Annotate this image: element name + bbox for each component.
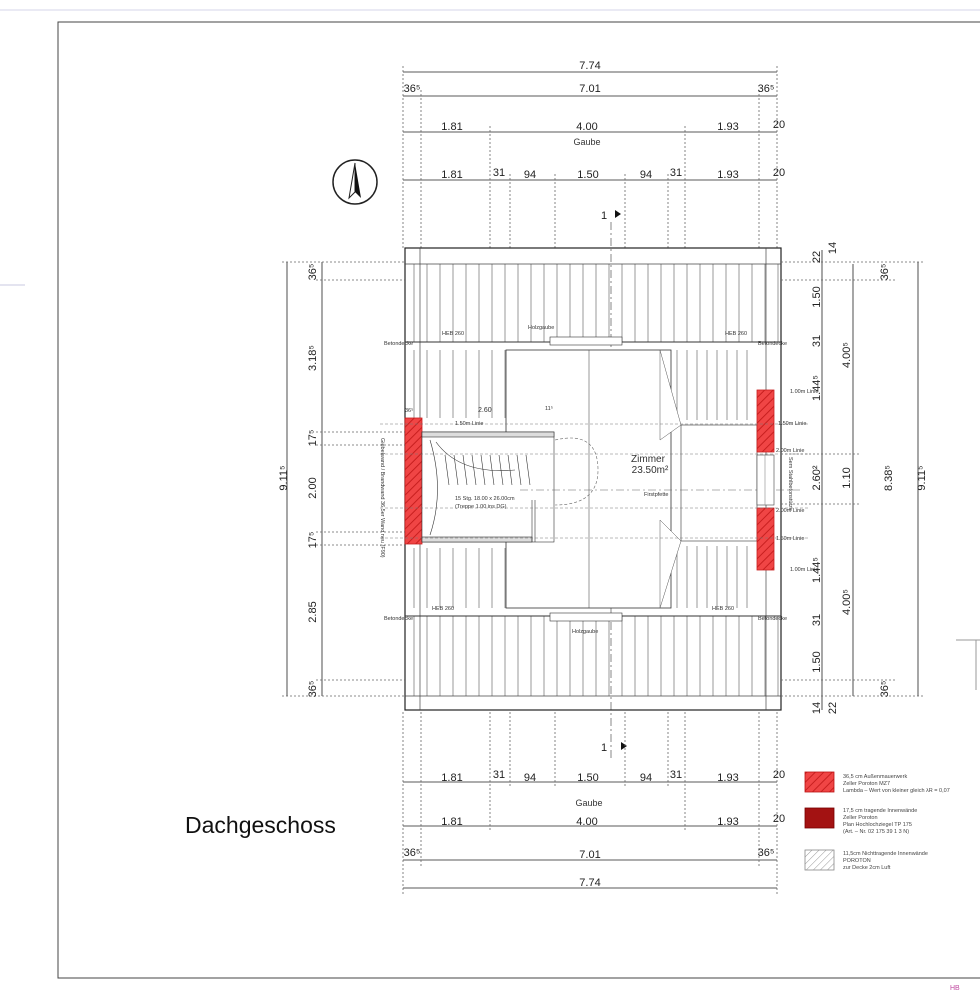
svg-text:2.00: 2.00	[307, 477, 319, 499]
stair-info2: (Treppe 1.00 ins DG)	[455, 504, 507, 510]
heb-label-br: HEB 260	[712, 606, 735, 612]
right-walls	[757, 390, 774, 570]
svg-text:1.93: 1.93	[717, 772, 739, 784]
left-wall	[379, 418, 422, 558]
svg-text:22: 22	[811, 250, 823, 264]
right-dimensions	[781, 250, 925, 710]
holzgaube-top: Holzgaube	[528, 325, 555, 331]
top-gaube-mid: 4.00	[576, 121, 598, 133]
svg-text:4.00⁵: 4.00⁵	[841, 589, 853, 615]
limit-100-bottom: 1.00m Linie	[790, 567, 819, 573]
svg-text:1.50: 1.50	[811, 286, 823, 308]
svg-text:94: 94	[639, 169, 653, 181]
right-outer-bottom: 36⁵	[879, 680, 891, 698]
svg-text:Zeller Poroton MZ7: Zeller Poroton MZ7	[843, 781, 891, 787]
left-dim-parts	[307, 264, 319, 698]
top-walls-inner: 7.01	[579, 83, 601, 95]
svg-text:17,5 cm tragende Innenwände: 17,5 cm tragende Innenwände	[843, 808, 918, 814]
legend-item-partition-wall	[805, 850, 928, 871]
svg-text:36⁵: 36⁵	[307, 680, 319, 698]
top-gaube-end: 20	[772, 119, 786, 131]
left-dimensions	[282, 262, 405, 696]
svg-text:2.85: 2.85	[307, 601, 319, 623]
svg-text:(Art. – Nr. 02 175 39 1 3 N): (Art. – Nr. 02 175 39 1 3 N)	[843, 829, 910, 835]
heb-label-bl: HEB 260	[432, 606, 455, 612]
svg-text:94: 94	[523, 169, 537, 181]
svg-text:Giebelwand / Brandwand 36.5er: Giebelwand / Brandwand 36.5er Wand neu (F90)	[379, 438, 385, 558]
bottom-wall-left: 36⁵	[403, 847, 421, 859]
svg-text:31: 31	[492, 167, 506, 179]
room-name: Zimmer	[631, 454, 665, 465]
limit-150-right-top: 1.50m Linie	[778, 421, 807, 427]
svg-text:1: 1	[600, 742, 608, 754]
betondecke-tr: Betondecke	[758, 341, 788, 347]
firstpfette-label: Firstpfette	[644, 492, 669, 498]
holzgaube-bottom: Holzgaube	[572, 629, 599, 635]
bottom-gaube-mid: 4.00	[576, 816, 598, 828]
bottom-gaube-right: 1.93	[717, 816, 739, 828]
left-overall: 9.11⁵	[278, 465, 290, 491]
top-wall-right: 36⁵	[757, 83, 775, 95]
top-detail-row	[441, 167, 785, 181]
top-overall: 7.74	[579, 60, 601, 72]
svg-text:2.60²: 2.60²	[811, 465, 823, 491]
stair-info: 15 Stg. 18.00 x 26.00cm	[455, 496, 515, 502]
svg-text:36,5 cm Außenmauerwerk: 36,5 cm Außenmauerwerk	[843, 774, 908, 780]
svg-text:31: 31	[492, 769, 506, 781]
svg-text:14: 14	[827, 241, 839, 255]
svg-text:14: 14	[811, 701, 823, 715]
svg-text:1.50: 1.50	[577, 772, 599, 784]
betondecke-br: Betondecke	[758, 616, 788, 622]
svg-text:94: 94	[639, 772, 653, 784]
bottom-walls-inner: 7.01	[579, 849, 601, 861]
svg-text:1.50: 1.50	[577, 169, 599, 181]
limit-200-top: 2.00m Linie	[776, 448, 805, 454]
room-area: 23.50m²	[631, 465, 669, 476]
top-wall-left: 36⁵	[403, 83, 421, 95]
bottom-gaube-label: Gaube	[575, 798, 603, 808]
svg-text:17⁵: 17⁵	[307, 429, 319, 447]
svg-text:zur Decke 2cm Luft: zur Decke 2cm Luft	[843, 865, 891, 871]
right-outer-overall: 9.11⁵	[916, 465, 928, 491]
right-inner-parts	[811, 242, 839, 714]
right-outer-top: 36⁵	[879, 263, 891, 281]
top-gaube-right: 1.93	[717, 121, 739, 133]
svg-text:1: 1	[600, 210, 608, 222]
heb-label-tl: HEB 260	[442, 331, 465, 337]
north-arrow-icon	[333, 160, 377, 204]
dormer-note: Sem Stahlbetonstütze	[787, 457, 793, 511]
svg-text:20: 20	[772, 769, 786, 781]
limit-150-right-bottom: 1.50m Linie	[776, 536, 805, 542]
heb-label-tr: HEB 260	[725, 331, 748, 337]
section-marker-bottom	[601, 742, 627, 754]
svg-text:20: 20	[772, 167, 786, 179]
svg-text:1.10: 1.10	[841, 467, 853, 489]
dim-36-label: 36⁵	[405, 408, 414, 414]
svg-text:Plan Hochlochziegel TP 175: Plan Hochlochziegel TP 175	[843, 822, 912, 828]
svg-text:4.00⁵: 4.00⁵	[841, 342, 853, 368]
limit-100-top: 1.00m Linie	[790, 389, 819, 395]
svg-text:36⁵: 36⁵	[307, 263, 319, 281]
legend-item-load-bearing-wall	[805, 808, 917, 835]
svg-text:31: 31	[669, 769, 683, 781]
svg-text:94: 94	[523, 772, 537, 784]
svg-text:11,5cm Nichttragende Innenwänd: 11,5cm Nichttragende Innenwände	[843, 851, 928, 857]
svg-text:1.81: 1.81	[441, 772, 463, 784]
svg-text:1.93: 1.93	[717, 169, 739, 181]
top-gaube-label: Gaube	[573, 137, 601, 147]
svg-text:31: 31	[669, 167, 683, 179]
plan-title: Dachgeschoss	[185, 812, 336, 838]
bottom-gaube-end: 20	[772, 813, 786, 825]
svg-text:1.50: 1.50	[811, 651, 823, 673]
svg-text:22: 22	[827, 701, 839, 715]
stair-width-label: 2.60	[478, 407, 492, 414]
stamp: HB	[950, 985, 960, 992]
limit-200-bottom: 2.00m Linie	[776, 508, 805, 514]
svg-text:17⁵: 17⁵	[307, 531, 319, 549]
right-mid-overall: 8.38⁵	[883, 465, 895, 491]
bottom-gaube-left: 1.81	[441, 816, 463, 828]
betondecke-bl: Betondecke	[384, 616, 414, 622]
bottom-wall-right: 36⁵	[757, 847, 775, 859]
top-gaube-left: 1.81	[441, 121, 463, 133]
svg-text:Zeller Poroton: Zeller Poroton	[843, 815, 878, 821]
svg-text:1.81: 1.81	[441, 169, 463, 181]
legend-item-exterior-wall	[805, 772, 950, 794]
svg-text:31: 31	[811, 613, 823, 627]
limit-150-label: 1.50m Linie	[455, 421, 484, 427]
right-mid-parts	[841, 342, 853, 615]
svg-text:1.44⁵: 1.44⁵	[811, 557, 823, 583]
legend	[805, 772, 950, 871]
svg-text:Lambda – Wert von kleiner glei: Lambda – Wert von kleiner gleich λR = 0,07	[843, 788, 950, 794]
svg-text:1.44⁵: 1.44⁵	[811, 375, 823, 401]
stair-width2-label: 11⁵	[545, 406, 553, 412]
svg-text:3.18⁵: 3.18⁵	[307, 345, 319, 371]
svg-text:31: 31	[811, 334, 823, 348]
bottom-overall: 7.74	[579, 877, 601, 889]
betondecke-tl: Betondecke	[384, 341, 414, 347]
svg-text:POROTON: POROTON	[843, 858, 871, 864]
